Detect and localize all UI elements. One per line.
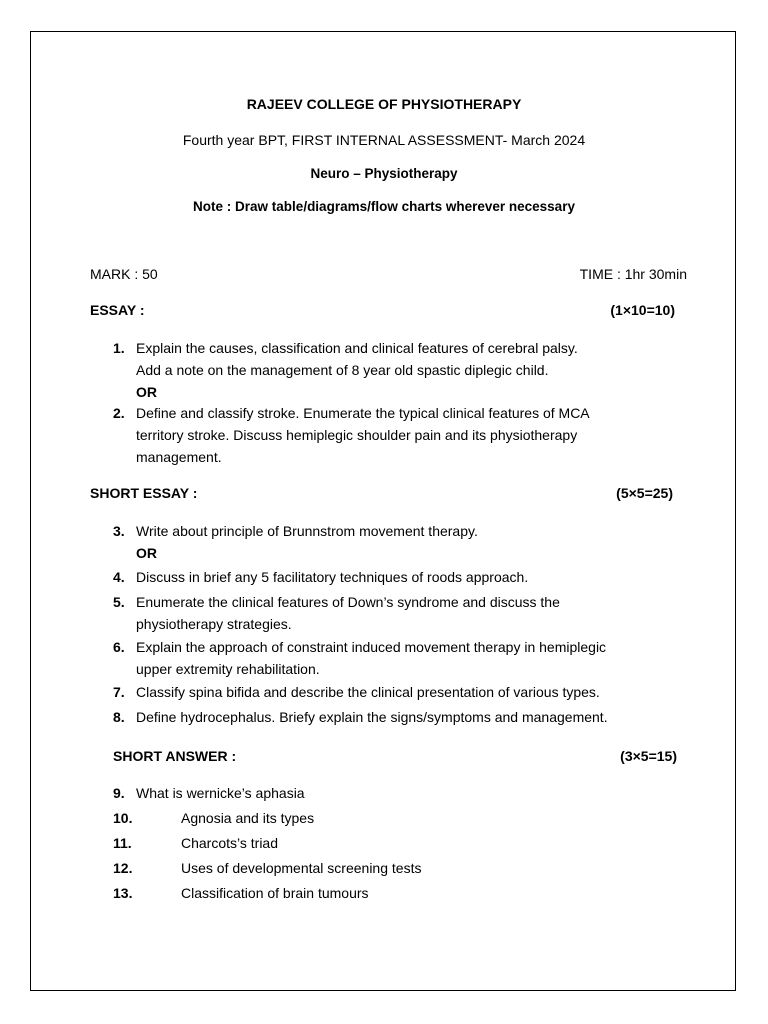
question-number: 2. (113, 405, 125, 421)
college-title: RAJEEV COLLEGE OF PHYSIOTHERAPY (246, 96, 522, 112)
question-number: 3. (113, 523, 125, 539)
question-text: Classification of brain tumours (181, 885, 369, 901)
question-number: 4. (113, 569, 125, 585)
or-label: OR (136, 545, 157, 561)
question-number: 8. (113, 709, 125, 725)
essay-marks: (1×10=10) (610, 302, 675, 318)
short-answer-heading: SHORT ANSWER : (113, 748, 237, 764)
question-text: physiotherapy strategies. (136, 616, 292, 632)
question-text: Classify spina bifida and describe the clinical presentation of various types. (136, 684, 600, 700)
question-text: Explain the causes, classification and clinical features of cerebral palsy. (136, 340, 578, 356)
question-text: Agnosia and its types (181, 810, 315, 826)
mark-label: MARK : 50 (90, 266, 158, 282)
question-text: upper extremity rehabilitation. (136, 661, 320, 677)
exam-title: Fourth year BPT, FIRST INTERNAL ASSESSMENT- March 2024 (182, 132, 586, 148)
essay-heading: ESSAY : (90, 302, 145, 318)
question-text: Explain the approach of constraint induced movement therapy in hemiplegic (136, 639, 607, 655)
question-number: 7. (113, 684, 125, 700)
question-text: management. (136, 449, 222, 465)
note-line: Note : Draw table/diagrams/flow charts wherever necessary (193, 199, 575, 214)
question-text: Write about principle of Brunnstrom movement therapy. (136, 523, 478, 539)
short-essay-marks: (5×5=25) (616, 485, 673, 501)
question-text: Discuss in brief any 5 facilitatory techniques of roods approach. (136, 569, 529, 585)
question-text: Enumerate the clinical features of Down’s syndrome and discuss the (136, 594, 560, 610)
exam-paper (30, 31, 736, 991)
question-text: Define and classify stroke. Enumerate the typical clinical features of MCA (136, 405, 590, 421)
time-label: TIME : 1hr 30min (579, 266, 687, 282)
or-label: OR (136, 384, 157, 400)
question-number: 12. (113, 860, 133, 876)
question-text: Define hydrocephalus. Briefy explain the signs/symptoms and management. (136, 709, 608, 725)
question-number: 9. (113, 785, 125, 801)
question-number: 1. (113, 340, 125, 356)
question-number: 13. (113, 885, 133, 901)
question-text: Charcots’s triad (181, 835, 279, 851)
question-text: Uses of developmental screening tests (181, 860, 422, 876)
question-number: 10. (113, 810, 133, 826)
question-number: 5. (113, 594, 125, 610)
question-number: 6. (113, 639, 125, 655)
subject-title: Neuro – Physiotherapy (310, 166, 458, 181)
question-number: 11. (113, 835, 132, 851)
question-text: Add a note on the management of 8 year old spastic diplegic child. (136, 362, 549, 378)
short-essay-heading: SHORT ESSAY : (90, 485, 198, 501)
question-text: What is wernicke’s aphasia (136, 785, 305, 801)
short-answer-marks: (3×5=15) (620, 748, 677, 764)
question-text: territory stroke. Discuss hemiplegic shoulder pain and its physiotherapy (136, 427, 578, 443)
